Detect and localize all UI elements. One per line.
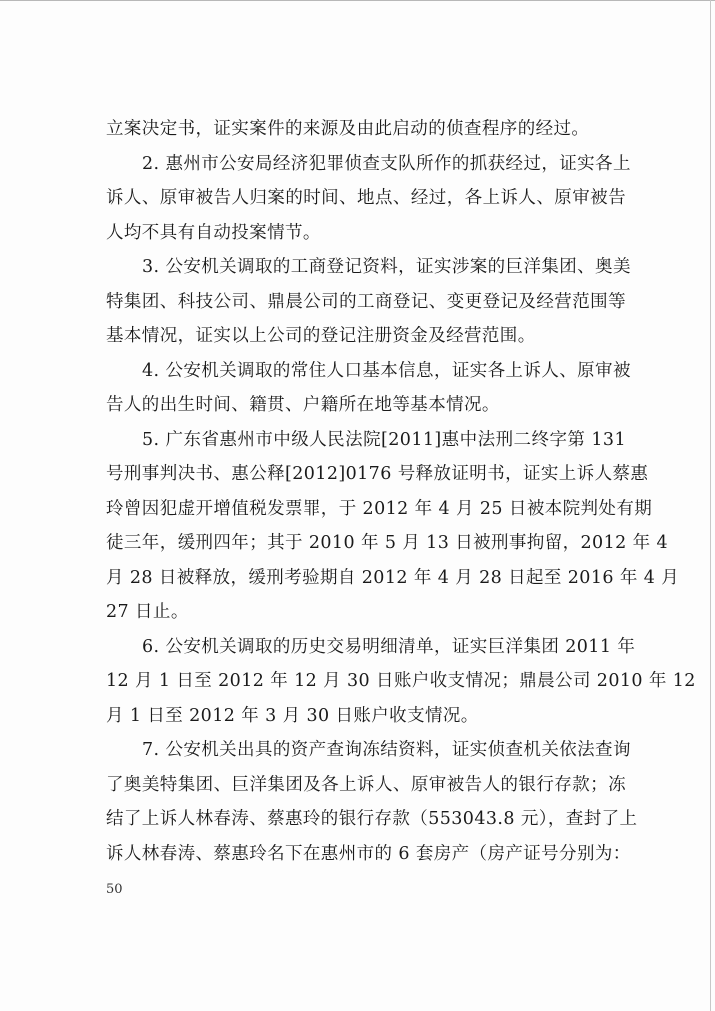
- text-line: 诉人林春涛、蔡惠玲名下在惠州市的 6 套房产（房产证号分别为：: [106, 843, 631, 864]
- text-line: 特集团、科技公司、鼎晨公司的工商登记、变更登记及经营范围等: [106, 291, 626, 312]
- text-line: 立案决定书，证实案件的来源及由此启动的侦查程序的经过。: [106, 119, 590, 139]
- text-line: 徒三年，缓刑四年；其于 2010 年 5 月 13 日被刑事拘留，2012 年 4: [106, 533, 669, 553]
- text-line: 玲曾因犯虚开增值税发票罪，于 2012 年 4 月 25 日被本院判处有期: [106, 498, 653, 519]
- text-line: 4. 公安机关调取的常住人口基本信息，证实各上诉人、原审被: [142, 360, 631, 381]
- text-line: 12 月 1 日至 2012 年 12 月 30 日账户收支情况；鼎晨公司 2010 年 12: [106, 671, 696, 691]
- scan-edge-right: [710, 0, 711, 1011]
- text-line: 了奥美特集团、巨洋集团及各上诉人、原审被告人的银行存款；冻: [106, 774, 626, 795]
- text-line: 6. 公安机关调取的历史交易明细清单，证实巨洋集团 2011 年: [142, 636, 636, 657]
- document-body: [106, 112, 696, 871]
- text-line: 告人的出生时间、籍贯、户籍所在地等基本情况。: [106, 395, 500, 415]
- text-line: 27 日止。: [106, 602, 189, 622]
- text-line: 3. 公安机关调取的工商登记资料，证实涉案的巨洋集团、奥美: [142, 257, 631, 277]
- text-line: 7. 公安机关出具的资产查询冻结资料，证实侦查机关依法查询: [142, 740, 631, 760]
- text-line: 诉人、原审被告人归案的时间、地点、经过，各上诉人、原审被告: [106, 188, 626, 208]
- text-line: 5. 广东省惠州市中级人民法院[2011]惠中法刑二终字第 131: [142, 429, 626, 450]
- text-line: 月 28 日被释放，缓刑考验期自 2012 年 4 月 28 日起至 2016 年 4 月: [106, 567, 680, 588]
- text-line: 人均不具有自动投案情节。: [106, 222, 321, 243]
- text-line: 结了上诉人林春涛、蔡惠玲的银行存款（553043.8 元），查封了上: [106, 809, 638, 829]
- page-number: 50: [106, 882, 123, 897]
- text-line: 2. 惠州市公安局经济犯罪侦查支队所作的抓获经过，证实各上: [142, 153, 631, 174]
- scan-edge-top: [0, 0, 715, 1]
- text-line: 号刑事判决书、惠公释[2012]0176 号释放证明书，证实上诉人蔡惠: [106, 464, 649, 484]
- text-line: 月 1 日至 2012 年 3 月 30 日账户收支情况。: [106, 705, 479, 726]
- text-line: 基本情况，证实以上公司的登记注册资金及经营范围。: [106, 326, 536, 346]
